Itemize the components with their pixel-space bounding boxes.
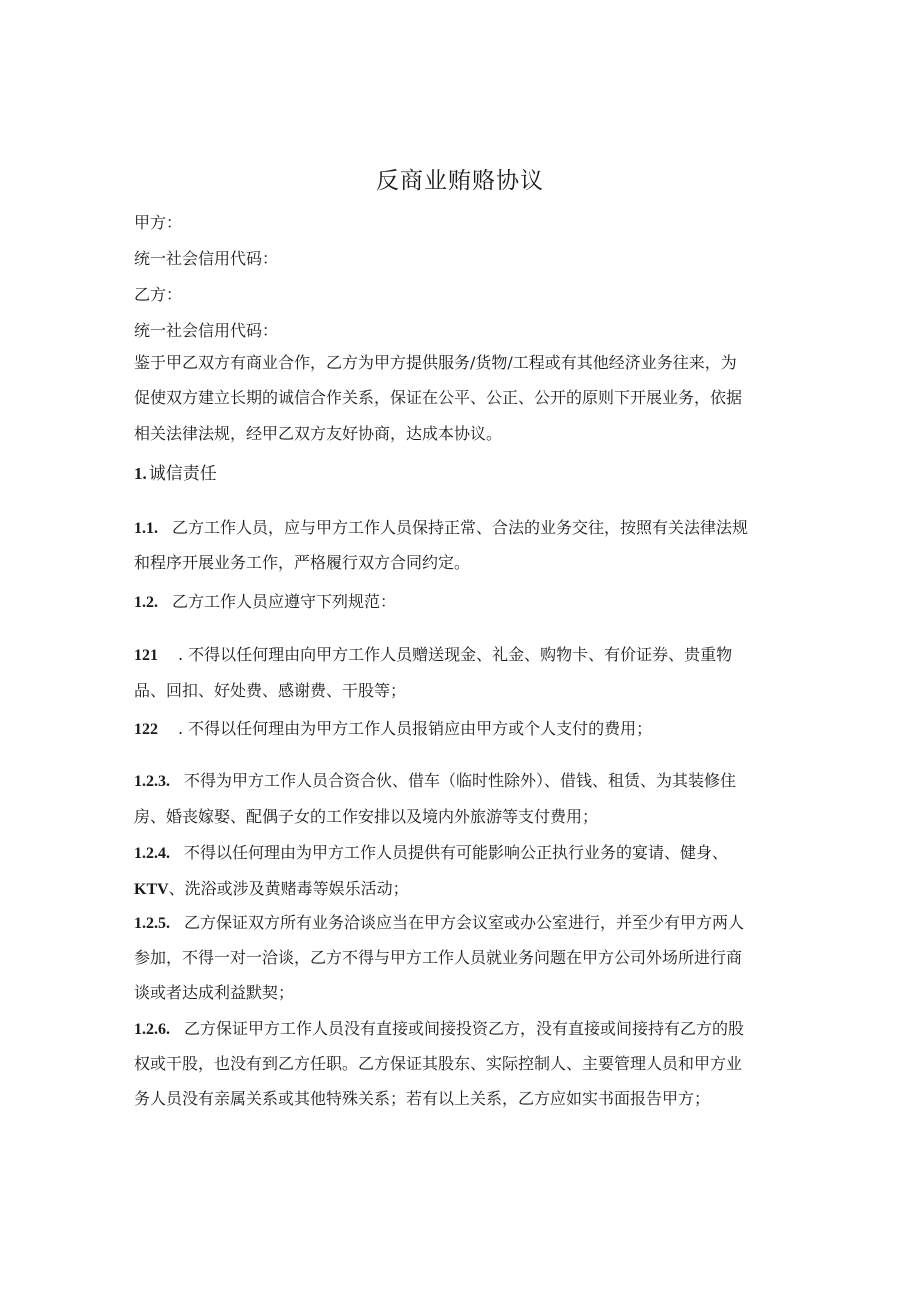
clause-1-2-6 xyxy=(134,1019,744,1040)
clause-1-1-continuation: 和程序开展业务工作，严格履行双方合同约定。 xyxy=(134,553,471,572)
clause-1-2-6-continuation: 权或干股，也没有到乙方任职。乙方保证其股东、实际控制人、主要管理人员和甲方业 xyxy=(134,1054,743,1073)
clause-text: 、洗浴或涉及黄赌毒等娱乐活动； xyxy=(168,879,409,898)
clause-1-2-3-continuation: 房、婚丧嫁娶、配偶子女的工作安排以及境内外旅游等支付费用； xyxy=(134,807,599,826)
clause-1-2-2 xyxy=(134,719,652,740)
party-b-label: 乙方： xyxy=(134,285,183,304)
section-1-heading xyxy=(134,464,217,484)
preamble-line: 促使双方建立长期的诚信合作关系，保证在公平、公正、公开的原则下开展业务，依据 xyxy=(134,388,743,407)
clause-1-2-4 xyxy=(134,843,728,864)
clause-number: 1.2.5. xyxy=(134,915,170,932)
party-a-label: 甲方： xyxy=(134,213,183,232)
clause-text: . 不得以任何理由向甲方工作人员赠送现金、礼金、购物卡、有价证券、贵重物 xyxy=(178,645,733,664)
clause-1-2-5-continuation: 参加，不得一对一洽谈，乙方不得与甲方工作人员就业务问题在甲方公司外场所进行商 xyxy=(134,948,743,967)
clause-number: 122 xyxy=(134,721,158,738)
clause-1-2-3 xyxy=(134,771,736,792)
clause-1-2-5 xyxy=(134,913,744,934)
document-title: 反商业贿赂协议 xyxy=(376,168,544,194)
clause-1-2-4-continuation xyxy=(134,879,409,900)
clause-1-2 xyxy=(134,592,396,613)
party-b-code-label: 统一社会信用代码： xyxy=(134,321,279,340)
clause-1-2-1-continuation: 品、回扣、好处费、感谢费、干股等； xyxy=(134,681,407,700)
ktv-text: KTV xyxy=(134,881,169,898)
clause-text: 乙方保证双方所有业务洽谈应当在甲方会议室或办公室进行，并至少有甲方两人 xyxy=(184,913,745,932)
clause-text: 乙方工作人员，应与甲方工作人员保持正常、合法的业务交往，按照有关法律法规 xyxy=(172,518,749,537)
clause-number: 1.2.4. xyxy=(134,845,170,862)
clause-text: 乙方保证甲方工作人员没有直接或间接投资乙方，没有直接或间接持有乙方的股 xyxy=(184,1019,745,1038)
party-a-code-label: 统一社会信用代码： xyxy=(134,249,279,268)
clause-number: 121 xyxy=(134,647,158,664)
clause-number: 1.1. xyxy=(134,520,158,537)
clause-text: . 不得以任何理由为甲方工作人员报销应由甲方或个人支付的费用； xyxy=(178,719,653,738)
section-heading-text: 诚信责任 xyxy=(148,464,217,484)
clause-1-2-6-continuation: 务人员没有亲属关系或其他特殊关系；若有以上关系，乙方应如实书面报告甲方； xyxy=(134,1089,711,1108)
clause-number: 1.2.3. xyxy=(134,773,170,790)
clause-text: 不得为甲方工作人员合资合伙、借车（临时性除外）、借钱、租赁、为其装修住 xyxy=(184,771,737,790)
section-number: 1. xyxy=(134,464,147,483)
clause-number: 1.2. xyxy=(134,594,158,611)
clause-number: 1.2.6. xyxy=(134,1021,170,1038)
clause-1-1 xyxy=(134,518,748,539)
clause-1-2-5-continuation: 谈或者达成利益默契； xyxy=(134,983,295,1002)
preamble-line: 相关法律法规，经甲乙双方友好协商，达成本协议。 xyxy=(134,424,503,443)
clause-1-2-1 xyxy=(134,645,732,666)
preamble-line: 鉴于甲乙双方有商业合作，乙方为甲方提供服务/货物/工程或有其他经济业务往来，为 xyxy=(134,353,737,372)
clause-text: 不得以任何理由为甲方工作人员提供有可能影响公正执行业务的宴请、健身、 xyxy=(184,843,729,862)
clause-text: 乙方工作人员应遵守下列规范： xyxy=(172,592,397,611)
